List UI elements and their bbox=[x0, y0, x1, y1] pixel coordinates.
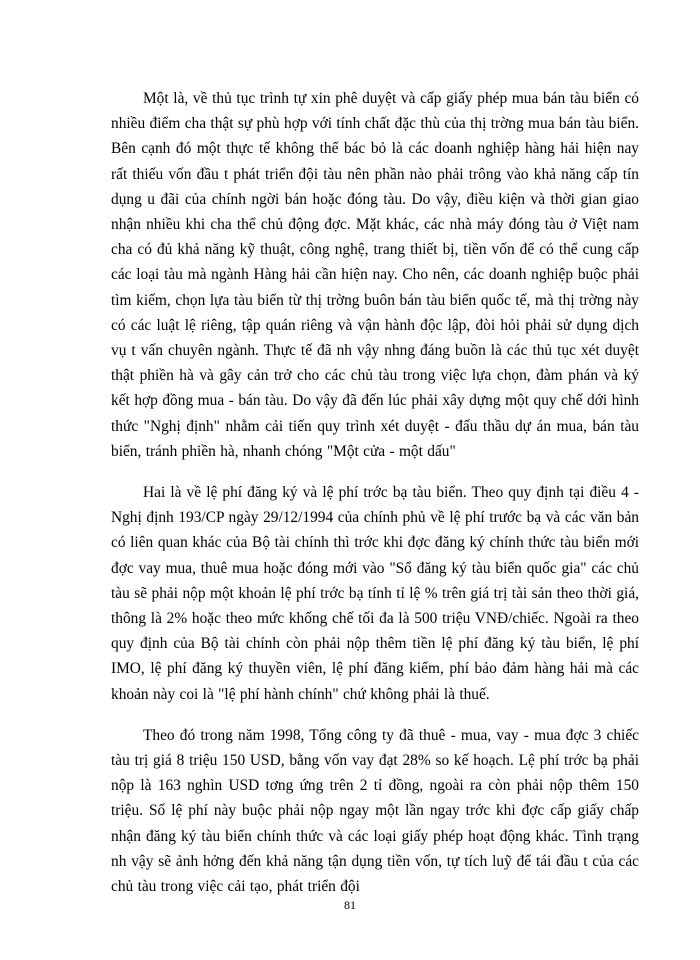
paragraph-1: Một là, về thủ tục trình tự xin phê duyệt và cấp giấy phép mua bán tàu biển có nhiều điểm cha thật sự phù hợp với tính chất đặc thù của thị trờng mua bán tàu biển. Bên cạnh đó một thực tế không thể bác bỏ là các doanh nghiệp hàng hải hiện nay rất thiếu vốn đầu t phát triển đội tàu nên phần nào phải trông vào khả năng cấp tín dụng u đãi của chính ngời bán hoặc đóng tàu. Do vậy, điều kiện và thời gian giao nhận nhiều khi cha thể chủ động đợc. Mặt khác, các nhà máy đóng tàu ở Việt nam cha có đủ khả năng kỹ thuật, công nghệ, trang thiết bị, tiền vốn để có thể cung cấp các loại tàu mà ngành Hàng hải cần hiện nay. Cho nên, các doanh nghiệp buộc phải tìm kiếm, chọn lựa tàu biển từ thị trờng buôn bán tàu biển quốc tế, mà thị trờng này có các luật lệ riêng, tập quán riêng và vận hành độc lập, đòi hỏi phải sử dụng dịch vụ t vấn chuyên ngành. Thực tế đã nh vậy nhng đáng buồn là các thủ tục xét duyệt thật phiền hà và gây cản trở cho các chủ tàu trong việc lựa chọn, đàm phán và ký kết hợp đồng mua - bán tàu. Do vậy đã đến lúc phải xây dựng một quy chế dới hình thức "Nghị định" nhằm cải tiến quy trình xét duyệt - đấu thầu dự án mua, bán tàu biển, tránh phiền hà, nhanh chóng "Một cửa - một dấu" bbox=[111, 90, 639, 460]
page-number: 81 bbox=[344, 898, 356, 912]
body-text bbox=[111, 86, 639, 915]
paragraph-3: Theo đó trong năm 1998, Tổng công ty đã thuê - mua, vay - mua đợc 3 chiếc tàu trị giá 8 triệu 150 USD, bằng vốn vay đạt 28% so kế hoạch. Lệ phí trớc bạ phải nộp là 163 nghìn USD tơng ứng trên 2 tỉ đồng, ngoài ra còn phải nộp thêm 150 triệu. Số lệ phí này buộc phải nộp ngay một lần ngay trớc khi đợc cấp giấy chấp nhận đăng ký tàu biển chính thức và các loại giấy phép hoạt động khác. Tình trạng nh vậy sẽ ảnh hởng đến khả năng tận dụng tiền vốn, tự tích luỹ để tái đầu t của các chủ tàu trong việc cải tạo, phát triển đội bbox=[111, 726, 639, 896]
paragraph-2: Hai là về lệ phí đăng ký và lệ phí trớc bạ tàu biển. Theo quy định tại điều 4 - Nghị định 193/CP ngày 29/12/1994 của chính phủ về lệ phí trước bạ và các văn bản có liên quan khác của Bộ tài chính thì trớc khi đợc đăng ký chính thức tàu biển mới đợc vay mua, thuê mua hoặc đóng mới vào "Sổ đăng ký tàu biển quốc gia" các chủ tàu sẽ phải nộp một khoản lệ phí trớc bạ tính tỉ lệ % trên giá trị tài sản theo thời giá, thông là 2% hoặc theo mức khống chế tối đa là 500 triệu VNĐ/chiếc. Ngoài ra theo quy định của Bộ tài chính còn phải nộp thêm tiền lệ phí đăng ký tàu biển, lệ phí IMO, lệ phí đăng ký thuyền viên, lệ phí đăng kiểm, phí bảo đảm hàng hải mà các khoản này coi là "lệ phí hành chính" chứ không phải là thuế. bbox=[111, 484, 639, 703]
